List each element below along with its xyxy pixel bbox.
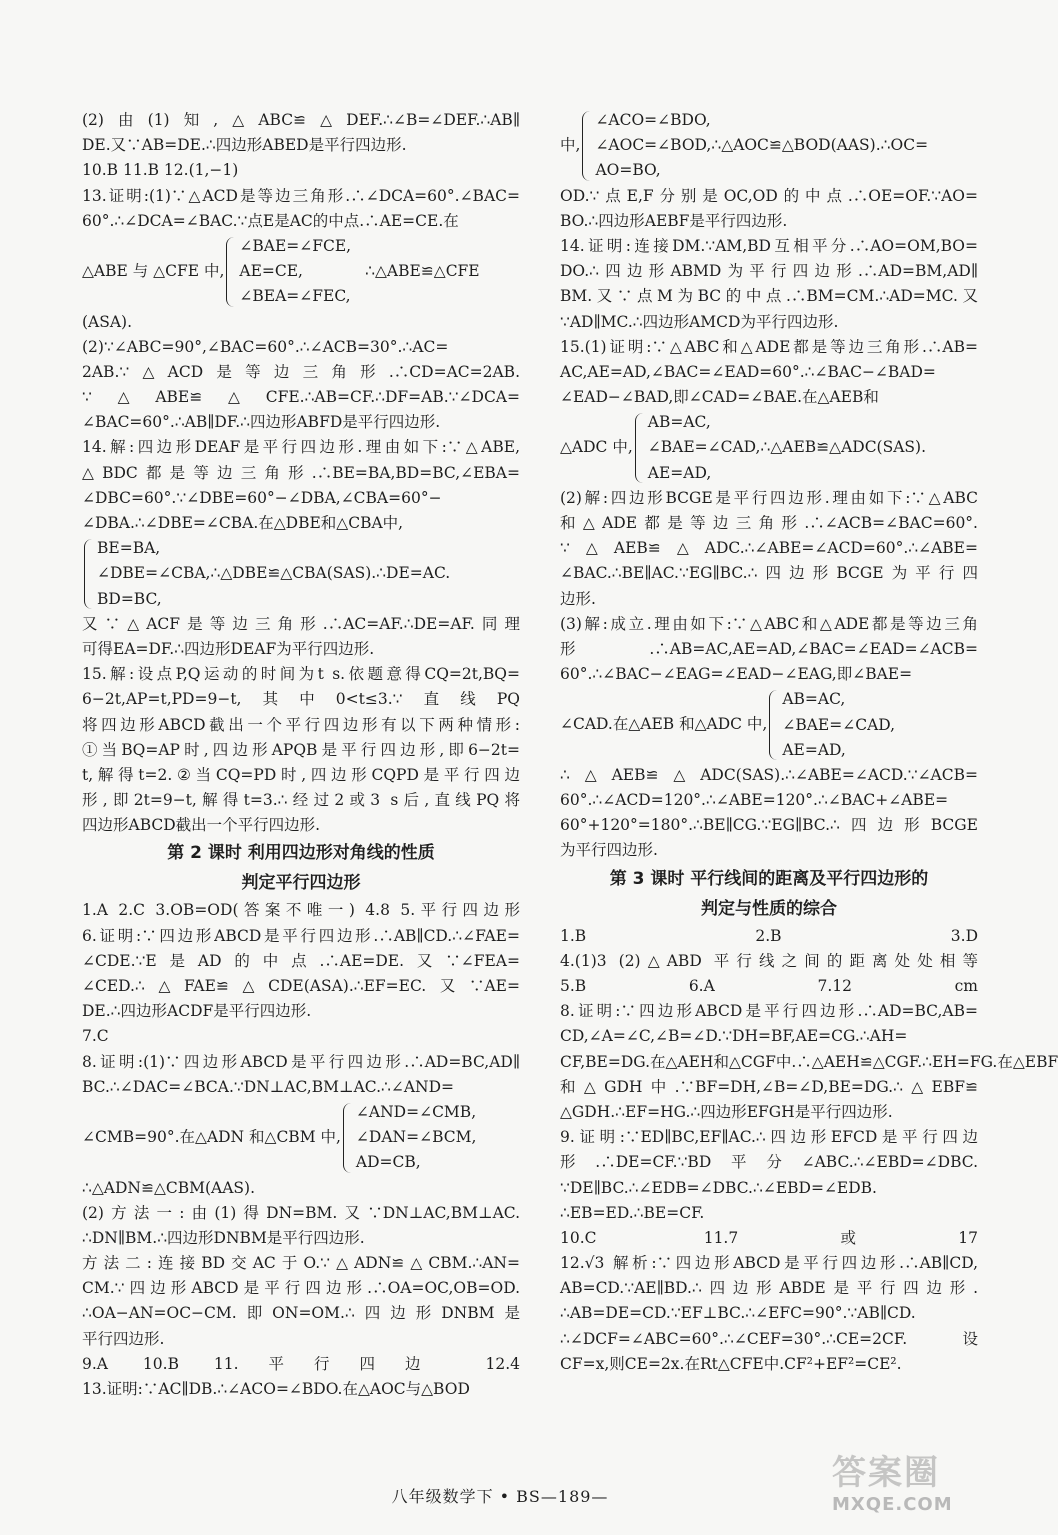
text-line: 边形. — [560, 589, 596, 608]
text-line: AC,AE=AD,∠BAC=∠EAD=60°.∴∠BAC−∠BAD= — [560, 362, 936, 381]
system-rows — [648, 410, 926, 486]
equation-system — [560, 687, 978, 763]
text-line: OD.∵点E,F分别是OC,OD的中点.∴OE=OF.∵AO= — [560, 186, 978, 205]
system-row: ∠ACO=∠BDO, — [595, 111, 711, 129]
block-l-p5 — [82, 612, 520, 839]
right-column — [560, 108, 1058, 1377]
system-rows — [356, 1100, 476, 1176]
block-l-p4 — [82, 310, 520, 537]
text-line: 形.∴AB=AC,AE=AD,∠BAC=∠EAD=∠ACB= — [560, 639, 978, 658]
system-row: ∠BAE=∠FCE, — [239, 236, 352, 255]
text-line: 又∵△ACF是等边三角形.∴AC=AF.∴DE=AF.同理 — [82, 614, 520, 633]
text-line: ∴△AEB≌△ADC(SAS).∴∠ABE=∠ACD.∵∠ACB= — [560, 765, 978, 784]
left-brace — [343, 1103, 352, 1173]
text-line: ∵AD∥MC.∴四边形AMCD为平行四边形. — [560, 312, 839, 331]
equation-system — [82, 536, 520, 612]
text-line: BC.∴∠DAC=∠BCA.∵DN⊥AC,BM⊥AC.∴∠AND= — [82, 1077, 455, 1096]
text-line: 12.√3 解析:∵四边形ABCD是平行四边形.∴AB∥CD, — [560, 1254, 978, 1273]
text-line: ∴∠DCF=∠ABC=60°.∴∠CEF=30°.∴CE=2CF.设 — [560, 1329, 978, 1348]
system-row: AD=CB, — [355, 1153, 421, 1172]
text-line: 6.证明:∵四边形ABCD是平行四边形.∴AB∥CD.∴∠FAE= — [82, 926, 520, 945]
text-line: 60°.∴∠DCA=∠BAC.∵点E是AC的中点.∴AE=CE.在 — [82, 211, 459, 230]
text-line: 1.A 2.C 3.OB=OD(答案不唯一) 4.8 5.平行四边形 — [82, 901, 520, 920]
text-line: AB=CD.∵AE∥BD.∴四边形ABDE是平行四边形. — [560, 1279, 978, 1298]
text-line: ∠DBA.∴∠DBE=∠CBA.在△DBE和△CBA中, — [82, 514, 404, 532]
text-line: 方法二:连接BD交AC于O.∵△ADN≌△CBM.∴AN= — [82, 1254, 520, 1273]
system-row: ∠DAN=∠BCM, — [355, 1128, 477, 1147]
text-line: ∠DBC=60°.∵∠DBE=60°−∠DBA,∠CBA=60°− — [82, 488, 442, 507]
block-l-p7 — [82, 1176, 520, 1403]
left-brace — [635, 413, 644, 483]
system-prefix: ∠CMB=90°.在△ADN 和△CBM 中, — [82, 1128, 341, 1147]
system-row: AE=CE, — [239, 262, 303, 281]
text-line: 15.解:设点P,Q运动的时间为t s.依题意得CQ=2t,BQ= — [82, 665, 520, 684]
text-line: 13.证明:(1)∵△ACD是等边三角形.∴∠DCA=60°.∠BAC= — [82, 186, 520, 205]
text-line: ∴AB=DE=CD.∵EF⊥BC.∴∠EFC=90°.∵AB∥CD. — [560, 1304, 916, 1323]
text-line: 1.B 2.B 3.D — [560, 926, 978, 945]
text-line: △GDH.∴EF=HG.∴四边形EFGH是平行四边形. — [560, 1102, 893, 1121]
text-line: 形,即2t=9−t,解得t=3.∴经过2或3 s后,直线PQ将 — [82, 791, 520, 810]
text-line: 可得EA=DF.∴四边形DEAF为平行四边形. — [82, 639, 375, 658]
text-line: 60°.∴∠ACD=120°.∴∠ABE=120°.∴∠BAC+∠ABE= — [560, 791, 949, 810]
section-heading: 第 3 课时 平行线间的距离及平行四边形的 — [609, 868, 929, 889]
left-brace — [84, 539, 93, 609]
block-r-p3 — [560, 763, 978, 864]
text-line: △BDC都是等边三角形.∴BE=BA,BD=BC,∠EBA= — [82, 463, 520, 482]
equation-system — [82, 1100, 520, 1176]
text-line: ∠EAD−∠BAD,即∠CAD=∠BAE.在△AEB和 — [560, 388, 879, 407]
text-line: 9.证明:∵ED∥BC,EF∥AC.∴四边形EFCD是平行四边 — [560, 1128, 978, 1147]
text-line: 60°.∴∠BAC−∠EAG=∠EAD−∠EAG,即∠BAE= — [560, 665, 913, 684]
text-line: DE.又∵AB=DE.∴四边形ABED是平行四边形. — [82, 136, 407, 155]
system-row: AE=AD, — [647, 463, 712, 482]
system-row: BD=BC, — [97, 589, 162, 608]
text-line: CM.∵四边形ABCD是平行四边形.∴OA=OC,OB=OD. — [82, 1279, 520, 1298]
text-line: ∴△ADN≌△CBM(AAS). — [82, 1178, 256, 1197]
system-rows — [782, 687, 895, 763]
system-row: AB=AC, — [782, 690, 846, 709]
left-brace — [226, 237, 235, 307]
text-line: 8.证明:(1)∵四边形ABCD是平行四边形.∴AD=BC,AD∥ — [82, 1052, 520, 1071]
system-row: ∠AOC=∠BOD,∴△AOC≌△BOD(AAS).∴OC= — [595, 136, 929, 155]
text-line: ①当BQ=AP时,四边形APQB是平行四边形,即6−2t= — [82, 740, 520, 759]
block-l-p2 — [82, 158, 520, 183]
system-row: BE=BA, — [97, 539, 161, 558]
system-row: AO=BO, — [595, 161, 661, 180]
text-line: BM.又∵点M为BC的中点.∴BM=CM.∴AD=MC.又 — [560, 287, 978, 306]
system-row: ∠BAE=∠CAD, — [782, 715, 896, 734]
text-line: DE.∴四边形ACDF是平行四边形. — [82, 1002, 312, 1021]
block-r-p4 — [560, 924, 1058, 1377]
text-line: 60°+120°=180°.∴BE∥CG.∵EG∥BC.∴四边形BCGE — [560, 816, 978, 835]
text-line: 10.B 11.B 12.(1,−1) — [82, 161, 239, 180]
left-brace — [769, 690, 778, 760]
text-line: 形.∴DE=CF.∵BD平分∠ABC.∴∠EBD=∠DBC. — [560, 1153, 978, 1172]
text-line: ∵△ABE≌△CFE.∴AB=CF.∴DF=AB.∵∠DCA= — [82, 388, 520, 407]
equation-system — [560, 108, 978, 184]
section-heading: 第 2 课时 利用四边形对角线的性质 — [167, 843, 435, 864]
text-line: 9.A 10.B 11.平行四边 12.4 — [82, 1354, 520, 1373]
text-line: 14.解:四边形DEAF是平行四边形.理由如下:∵△ABE, — [82, 438, 520, 457]
text-line: ∵△AEB≌△ADC.∴∠ABE=∠ACD=60°.∴∠ABE= — [560, 539, 978, 558]
system-prefix: △ABE 与 △CFE 中, — [82, 262, 225, 281]
text-line: 为平行四边形. — [560, 841, 658, 860]
text-line: (3)解:成立.理由如下:∵△ABC和△ADE都是等边三角 — [560, 614, 978, 633]
text-line: 4.(1)3 (2)△ABD 平行线之间的距离处处相等 — [560, 951, 978, 970]
text-line: ∴EB=ED.∴BE=CF. — [560, 1203, 705, 1222]
text-line: CF,BE=DG.在△AEH和△CGF中.∴△AEH≌△CGF.∴EH=FG.在△EBF — [560, 1052, 1058, 1071]
equation-system — [82, 234, 520, 310]
text-line: (2)∵∠ABC=90°,∠BAC=60°.∴∠ACB=30°.∴AC= — [82, 337, 449, 356]
text-line: CF=x,则CE=2x.在Rt△CFE中.CF²+EF²=CE². — [560, 1354, 902, 1373]
system-conclusion: ∴△ABE≌△CFE — [365, 262, 480, 281]
system-row: ∠AND=∠CMB, — [355, 1102, 477, 1121]
equation-system — [560, 410, 978, 486]
system-rows — [239, 234, 351, 310]
block-r-p2 — [560, 486, 978, 688]
watermark-logo — [832, 1445, 982, 1525]
text-line: ∠BAC.∴BE∥AC.∵EG∥BC.∴四边形BCGE为平行四 — [560, 564, 978, 583]
left-column — [82, 108, 520, 1402]
block-l-p6 — [82, 898, 520, 1100]
text-line: 8.证明:∵四边形ABCD是平行四边形.∴AD=BC,AB= — [560, 1002, 978, 1021]
system-row: AE=AD, — [782, 740, 846, 759]
text-line: 6−2t,AP=t,PD=9−t,其中0<t≤3.∵直线PQ — [82, 690, 520, 709]
text-line: ∠BAC=60°.∴AB∥DF.∴四边形ABFD是平行四边形. — [82, 413, 441, 432]
text-line: (2)方法一:由(1)得DN=BM.又∵DN⊥AC,BM⊥AC. — [82, 1203, 520, 1222]
text-line: 将四边形ABCD截出一个平行四边形有以下两种情形: — [82, 715, 520, 734]
text-line: BO.∴四边形AEBF是平行四边形. — [560, 211, 788, 230]
section-subheading: 判定平行四边形 — [241, 873, 361, 894]
system-prefix: △ADC 中, — [560, 438, 633, 457]
text-line: 15.(1)证明:∵△ABC和△ADE都是等边三角形.∴AB= — [560, 337, 978, 356]
text-line: 7.C — [82, 1027, 109, 1046]
text-line: (ASA). — [82, 312, 133, 331]
block-l-p1 — [82, 108, 520, 158]
text-line: t,解得t=2.②当CQ=PD时,四边形CQPD是平行四边 — [82, 765, 520, 784]
text-line: ∠CDE.∵E是AD的中点.∴AE=DE.又∵∠FEA= — [82, 951, 520, 970]
section-subheading: 判定与性质的综合 — [701, 898, 837, 919]
text-line: 14.证明:连接DM.∵AM,BD互相平分.∴AO=OM,BO= — [560, 236, 978, 255]
text-line: ∴OA−AN=OC−CM.即ON=OM.∴四边形DNBM是 — [82, 1304, 520, 1323]
text-line: 平行四边形. — [82, 1329, 165, 1348]
system-row: AB=AC, — [647, 413, 711, 432]
text-line: ∴DN∥BM.∴四边形DNBM是平行四边形. — [82, 1228, 365, 1247]
text-line: 四边形ABCD截出一个平行四边形. — [82, 816, 321, 835]
system-rows — [595, 108, 928, 184]
text-line: CD,∠A=∠C,∠B=∠D.∵DH=BF,AE=CG.∴AH= — [560, 1027, 908, 1046]
system-row: ∠BAE=∠CAD,∴△AEB≌△ADC(SAS). — [647, 438, 927, 457]
system-rows — [97, 536, 450, 612]
system-prefix: ∠CAD.在△AEB 和△ADC 中, — [560, 715, 768, 734]
watermark-glyphs: 答案圈 — [832, 1453, 940, 1493]
system-row: ∠DBE=∠CBA,∴△DBE≌△CBA(SAS).∴DE=AC. — [97, 564, 451, 583]
text-line: (2)由(1)知,△ABC≌△DEF.∴∠B=∠DEF.∴AB∥ — [82, 111, 520, 129]
text-line: 10.C 11.7或17 — [560, 1228, 978, 1247]
text-line: 5.B 6.A 7.12 cm — [560, 977, 978, 995]
text-line: 和△ADE都是等边三角形.∴∠ACB=∠BAC=60°. — [560, 514, 978, 532]
page-footer: 八年级数学下 • BS—189— — [391, 1487, 609, 1506]
block-l-p3 — [82, 184, 520, 234]
block-r-p1 — [560, 184, 978, 411]
text-line: 13.证明:∵AC∥DB.∴∠ACO=∠BDO.在△AOC与△BOD — [82, 1380, 470, 1398]
text-line: 和△GDH中.∵BF=DH,∠B=∠D,BE=DG.∴△EBF≌ — [560, 1077, 978, 1096]
text-line: ∵DE∥BC.∴∠EDB=∠DBC.∴∠EBD=∠EDB. — [560, 1178, 877, 1197]
left-brace — [582, 111, 591, 181]
watermark-domain: MXQE.COM — [832, 1494, 953, 1515]
text-line: DO.∴四边形ABMD为平行四边形.∴AD=BM,AD∥ — [560, 262, 978, 281]
system-prefix: 中, — [560, 136, 581, 155]
text-line: ∠CED.∴△FAE≌△CDE(ASA).∴EF=EC.又∵AE= — [82, 977, 520, 995]
text-line: 2AB.∵△ACD是等边三角形.∴CD=AC=2AB. — [82, 362, 520, 381]
text-line: (2)解:四边形BCGE是平行四边形.理由如下:∵△ABC — [560, 488, 978, 507]
system-row: ∠BEA=∠FEC, — [239, 287, 351, 306]
